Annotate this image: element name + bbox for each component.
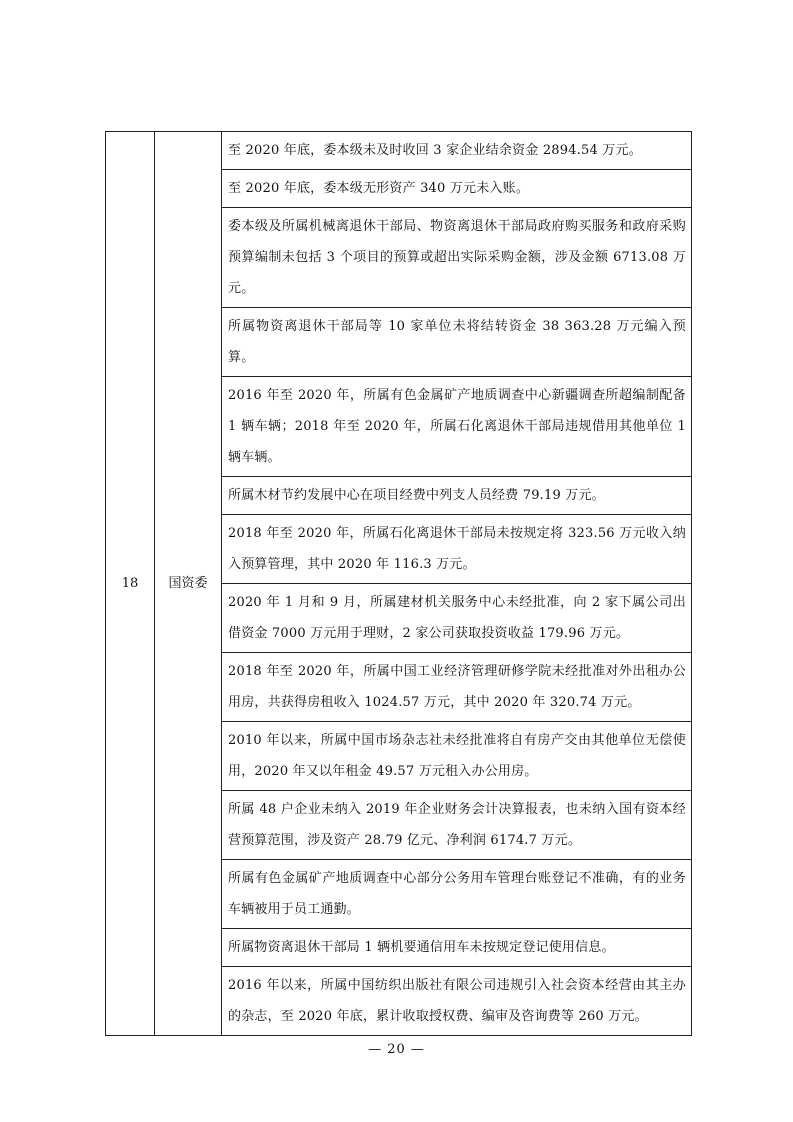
finding-cell: 2010 年以来，所属中国市场杂志社未经批准将自有房产交由其他单位无偿使用，2020 年又以年租金 49.57 万元租入办公用房。: [222, 722, 692, 791]
finding-cell: 至 2020 年底，委本级未及时收回 3 家企业结余资金 2894.54 万元。: [222, 132, 692, 170]
finding-cell: 2016 年以来，所属中国纺织出版社有限公司违规引入社会资本经营由其主办的杂志，至 2020 年底，累计收取授权费、编审及咨询费等 260 万元。: [222, 967, 692, 1036]
finding-cell: 至 2020 年底，委本级无形资产 340 万元未入账。: [222, 170, 692, 208]
finding-cell: 2016 年至 2020 年，所属有色金属矿产地质调查中心新疆调查所超编制配备 1 辆车辆；2018 年至 2020 年，所属石化离退休干部局违规借用其他单位 1 辆车辆。: [222, 377, 692, 477]
row-number-cell: 18: [106, 132, 155, 1036]
department-cell: 国资委: [155, 132, 222, 1036]
finding-cell: 2018 年至 2020 年，所属中国工业经济管理研修学院未经批准对外出租办公用房，共获得房租收入 1024.57 万元，其中 2020 年 320.74 万元。: [222, 653, 692, 722]
page-number: — 20 —: [368, 1042, 425, 1057]
finding-cell: 所属木材节约发展中心在项目经费中列支人员经费 79.19 万元。: [222, 477, 692, 515]
finding-cell: 所属 48 户企业未纳入 2019 年企业财务会计决算报表，也未纳入国有资本经营预算范围，涉及资产 28.79 亿元、净利润 6174.7 万元。: [222, 791, 692, 860]
finding-cell: 2018 年至 2020 年，所属石化离退休干部局未按规定将 323.56 万元收入纳入预算管理，其中 2020 年 116.3 万元。: [222, 515, 692, 584]
finding-cell: 所属物资离退休干部局等 10 家单位未将结转资金 38 363.28 万元编入预算。: [222, 308, 692, 377]
audit-findings-table: [105, 131, 692, 1036]
table-row: [106, 132, 692, 170]
finding-cell: 2020 年 1 月和 9 月，所属建材机关服务中心未经批准，向 2 家下属公司出借资金 7000 万元用于理财，2 家公司获取投资收益 179.96 万元。: [222, 584, 692, 653]
finding-cell: 所属物资离退休干部局 1 辆机要通信用车未按规定登记使用信息。: [222, 929, 692, 967]
finding-cell: 委本级及所属机械离退休干部局、物资离退休干部局政府购买服务和政府采购预算编制未包括 3 个项目的预算或超出实际采购金额，涉及金额 6713.08 万元。: [222, 208, 692, 308]
finding-cell: 所属有色金属矿产地质调查中心部分公务用车管理台账登记不准确，有的业务车辆被用于员工通勤。: [222, 860, 692, 929]
